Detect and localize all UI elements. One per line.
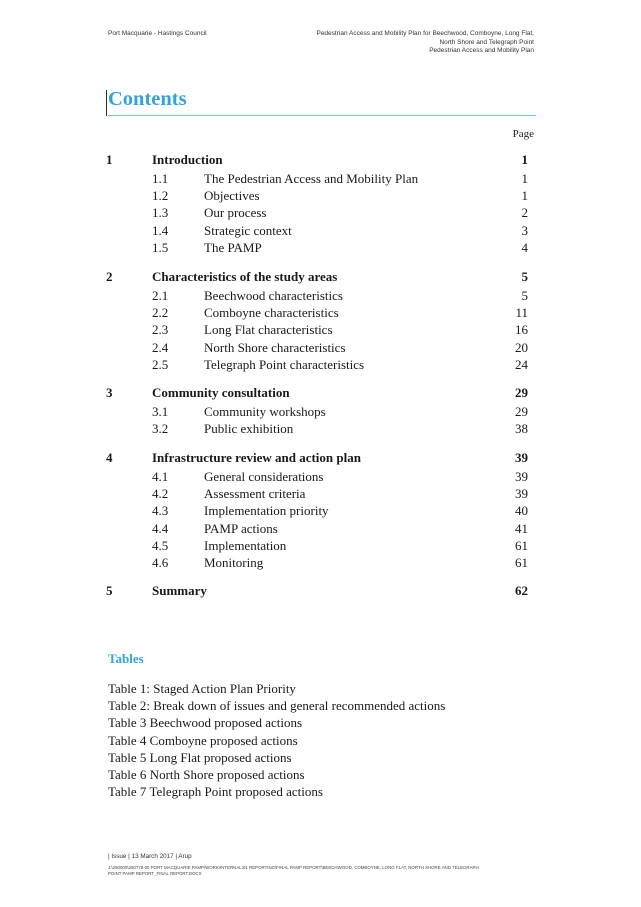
toc-item-title: North Shore characteristics [204, 339, 346, 355]
toc-item-number: 4.6 [152, 555, 169, 570]
toc-item-row[interactable] [0, 205, 641, 221]
toc-item-number: 4.5 [152, 537, 169, 553]
table-list-item[interactable]: Table 5 Long Flat proposed actions [108, 749, 292, 765]
toc-section-row[interactable] [0, 269, 641, 285]
toc-section-title: Summary [152, 583, 207, 598]
toc-item-title: Community workshops [204, 404, 326, 419]
toc-item-row[interactable] [0, 322, 641, 338]
toc-section-page: 39 [515, 450, 528, 465]
toc-item-page: 41 [515, 520, 528, 536]
toc-item-row[interactable] [0, 404, 641, 420]
toc-item-page: 20 [515, 339, 528, 355]
toc-item-row[interactable] [0, 538, 641, 554]
page-column-label: Page [512, 128, 534, 140]
toc-item-title: PAMP actions [204, 520, 278, 536]
toc-item-page: 16 [515, 322, 528, 338]
header-title-line: Pedestrian Access and Mobility Plan for Beechwood, Comboyne, Long Flat, [316, 30, 534, 37]
toc-item-page: 4 [521, 239, 528, 255]
toc-item-row[interactable] [0, 357, 641, 373]
toc-section-page: 1 [521, 152, 528, 167]
toc-item-number: 2.5 [152, 356, 169, 372]
toc-item-page: 61 [515, 555, 528, 570]
toc-item-row[interactable] [0, 340, 641, 356]
toc-section-number: 2 [106, 269, 113, 284]
toc-item-row[interactable] [0, 305, 641, 321]
toc-item-page: 5 [521, 288, 528, 303]
toc-section-row[interactable] [0, 583, 641, 599]
toc-item-title: Implementation [204, 537, 287, 553]
toc-section-page: 29 [515, 385, 528, 400]
toc-item-title: Long Flat characteristics [204, 322, 333, 338]
table-list-item[interactable]: Table 2: Break down of issues and general recommended actions [108, 698, 446, 714]
toc-item-title: Telegraph Point characteristics [204, 356, 365, 372]
table-list-item[interactable]: Table 4 Comboyne proposed actions [108, 732, 298, 748]
toc-item-title: Assessment criteria [204, 486, 306, 502]
toc-item-row[interactable] [0, 223, 641, 239]
toc-item-title: Comboyne characteristics [204, 305, 339, 321]
toc-section-row[interactable] [0, 152, 641, 168]
toc-item-title: Our process [204, 205, 267, 221]
toc-item-title: The Pedestrian Access and Mobility Plan [204, 171, 419, 186]
toc-item-number: 4.3 [152, 503, 169, 519]
toc-item-number: 4.2 [152, 486, 169, 502]
header-title-line: North Shore and Telegraph Point [439, 38, 534, 46]
toc-section-number: 4 [106, 450, 113, 465]
table-list-item[interactable]: Table 3 Beechwood proposed actions [108, 715, 303, 731]
text-cursor [106, 90, 107, 116]
table-list-item[interactable]: Table 7 Telegraph Point proposed actions [108, 784, 323, 800]
toc-item-title: Objectives [204, 188, 260, 204]
toc-item-row[interactable] [0, 288, 641, 304]
table-list-item[interactable]: Table 6 North Shore proposed actions [108, 767, 305, 783]
toc-item-number: 4.1 [152, 469, 169, 484]
toc-item-number: 1.4 [152, 222, 169, 238]
toc-item-page: 3 [521, 222, 528, 238]
toc-section-number: 5 [106, 583, 113, 598]
page-title: Contents [108, 88, 187, 110]
toc-item-row[interactable] [0, 421, 641, 437]
toc-section-page: 5 [521, 269, 528, 284]
toc-item-page: 40 [515, 503, 528, 519]
toc-item-row[interactable] [0, 469, 641, 485]
toc-section-title: Community consultation [152, 385, 290, 400]
tables-list [108, 680, 445, 800]
toc-section-row[interactable] [0, 450, 641, 466]
toc-item-page: 24 [515, 356, 528, 372]
title-underline-divider [108, 115, 536, 116]
toc-item-title: Public exhibition [204, 421, 294, 437]
toc-section-number: 1 [106, 152, 113, 167]
toc-item-number: 2.3 [152, 322, 169, 338]
toc-item-title: The PAMP [204, 239, 262, 255]
toc-item-row[interactable] [0, 555, 641, 571]
toc-item-row[interactable] [0, 521, 641, 537]
toc-item-title: Strategic context [204, 222, 292, 238]
toc-item-page: 2 [521, 205, 528, 221]
toc-item-row[interactable] [0, 486, 641, 502]
toc-item-number: 3.1 [152, 404, 169, 419]
toc-item-page: 1 [521, 188, 528, 204]
toc-item-page: 1 [521, 171, 528, 186]
toc-item-number: 1.3 [152, 205, 169, 221]
toc-item-row[interactable] [0, 171, 641, 187]
table-list-item[interactable]: Table 1: Staged Action Plan Priority [108, 681, 296, 696]
footer-issue: | Issue | 13 March 2017 | Arup [108, 853, 192, 860]
toc-item-page: 11 [515, 305, 528, 321]
toc-item-number: 2.2 [152, 305, 169, 321]
header-title-line: Pedestrian Access and Mobility Plan [429, 47, 534, 55]
toc-item-title: General considerations [204, 469, 324, 484]
toc-item-row[interactable] [0, 188, 641, 204]
toc-section-title: Characteristics of the study areas [152, 269, 338, 284]
toc-item-page: 38 [515, 421, 528, 437]
toc-item-number: 4.4 [152, 520, 169, 536]
toc-item-number: 2.4 [152, 339, 169, 355]
toc-item-page: 39 [515, 469, 528, 484]
toc-item-title: Monitoring [204, 555, 264, 570]
toc-section-page: 62 [515, 583, 528, 598]
toc-item-row[interactable] [0, 503, 641, 519]
toc-item-row[interactable] [0, 240, 641, 256]
toc-section-title: Infrastructure review and action plan [152, 450, 361, 465]
toc-item-title: Beechwood characteristics [204, 288, 343, 303]
tables-heading: Tables [108, 651, 144, 666]
toc-item-number: 2.1 [152, 288, 169, 303]
toc-item-number: 1.2 [152, 188, 169, 204]
toc-item-page: 39 [515, 486, 528, 502]
toc-item-title: Implementation priority [204, 503, 329, 519]
header-document-title [316, 30, 534, 56]
toc-section-title: Introduction [152, 152, 223, 167]
toc-item-page: 61 [515, 537, 528, 553]
toc-item-number: 1.1 [152, 171, 169, 186]
header-council-name: Port Macquarie - Hastings Council [108, 30, 207, 37]
toc-item-number: 3.2 [152, 421, 169, 437]
toc-item-number: 1.5 [152, 239, 169, 255]
toc-item-page: 29 [515, 404, 528, 419]
footer-file-path: J:\250000\250778-00 PORT MACQUARIE PAMP\WORK\INTERNAL\01 REPORTING\FINAL PAMP REPORT\BEECHWOOD, COMBOYNE, LONG FLAT, NORTH SHORE AND TELEGRAPH POINT PAMP REPORT_FINAL REPORT.DOCX [108, 865, 479, 876]
toc-section-row[interactable] [0, 385, 641, 401]
toc-section-number: 3 [106, 385, 113, 400]
